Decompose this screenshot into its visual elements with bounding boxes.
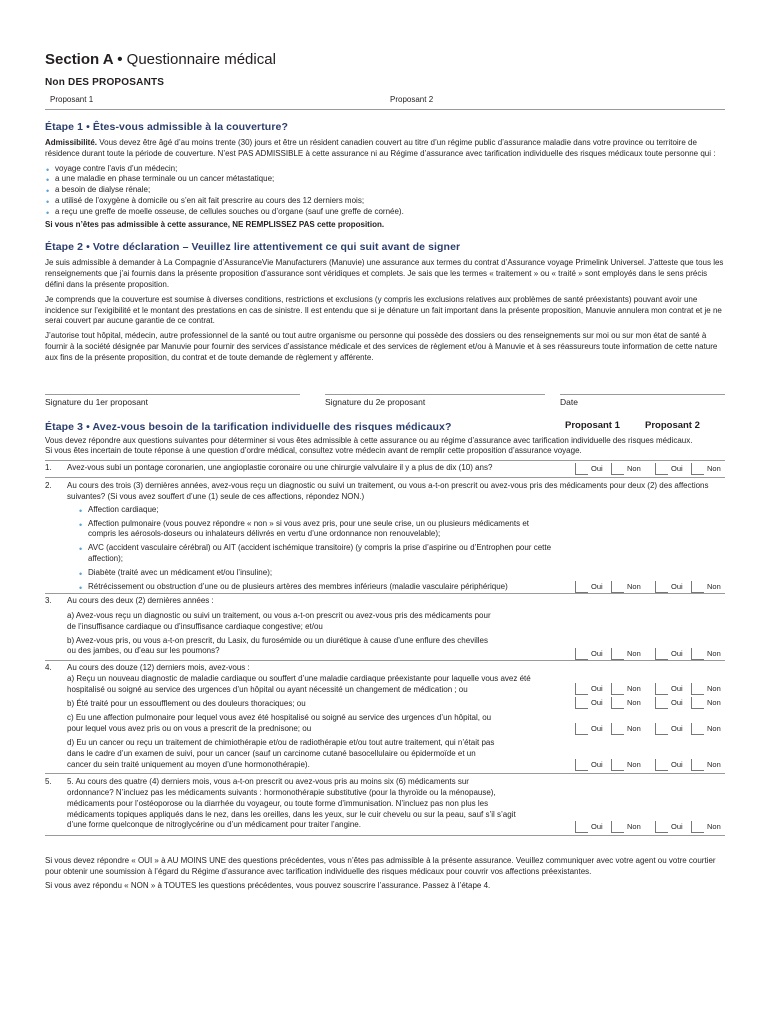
checkbox-p1-non[interactable] xyxy=(611,683,624,695)
checkbox-p1-non[interactable] xyxy=(611,821,624,833)
checkbox-p2-oui[interactable] xyxy=(655,759,668,771)
oui-label: Oui xyxy=(671,724,683,734)
oui-label: Oui xyxy=(591,760,603,770)
oui-label: Oui xyxy=(671,464,683,474)
checkbox-p1-non[interactable] xyxy=(611,697,624,709)
question-number: 4. xyxy=(45,663,52,673)
applicants-row xyxy=(45,95,725,109)
signature-2-field[interactable]: Signature du 2e proposant xyxy=(325,394,545,408)
checkbox-p2-non[interactable] xyxy=(691,821,704,833)
non-label: Non xyxy=(707,760,721,770)
applicant-2-label: Proposant 2 xyxy=(390,94,434,104)
step3-title: Étape 3 • Avez-vous besoin de la tarification individuelle des risques médicaux? xyxy=(45,420,452,433)
declaration-p3: J’autorise tout hôpital, médecin, autre professionnel de la santé ou tout autre organisme ou personne qui possède des dossiers ou des renseignements sur moi ou sur mon état de santé à fournir à la société désignée par Manuvie pour fournir des services d’assistance médicale et des services de règlement et/ou à Manuvie et à ses réassureurs toute information de cette nature aux fins de la présente proposition, du contrat et de toute demande de règlement y afférente. xyxy=(45,331,718,362)
step3-header xyxy=(45,420,725,434)
question-number: 3. xyxy=(45,596,52,606)
question-1 xyxy=(45,463,725,477)
oui-label: Oui xyxy=(671,582,683,592)
checkbox-p1-non[interactable] xyxy=(611,723,624,735)
checkbox-p2-oui[interactable] xyxy=(655,697,668,709)
divider xyxy=(45,835,725,836)
checkbox-p1-oui[interactable] xyxy=(575,463,588,475)
oui-label: Oui xyxy=(671,684,683,694)
list-item: • voyage contre l’avis d’un médecin; xyxy=(55,164,725,175)
question-5 xyxy=(45,777,725,835)
divider xyxy=(45,660,725,661)
section-heading: Questionnaire médical xyxy=(126,51,276,68)
non-label: Non xyxy=(707,464,721,474)
answer-row xyxy=(575,463,725,475)
oui-label: Oui xyxy=(591,724,603,734)
divider xyxy=(45,773,725,774)
checkbox-p1-non[interactable] xyxy=(611,463,624,475)
checkbox-p1-oui[interactable] xyxy=(575,648,588,660)
non-label: Non xyxy=(707,724,721,734)
form-page xyxy=(45,50,725,895)
signature-1-field[interactable]: Signature du 1er proposant xyxy=(45,394,300,408)
list-item: • a une maladie en phase terminale ou un cancer métastatique; xyxy=(55,174,725,185)
declaration-p1: Je suis admissible à demander à La Compagnie d’AssuranceVie Manufacturers (Manuvie) une assurance aux termes du contrat d’Assurance voyage Primelink Universel. J’atteste que tous les renseignements que j’ai fournis dans la présente proposition d’assurance sont véridiques et complets. Je sais que les termes « traitement » ou « traité » sont employés dans le sens précis défini dans la présente proposition. xyxy=(45,258,724,290)
step1-closing: Si vous n’êtes pas admissible à cette assurance, NE REMPLISSEZ PAS cette proposition. xyxy=(45,219,385,229)
checkbox-p2-oui[interactable] xyxy=(655,821,668,833)
oui-label: Oui xyxy=(671,822,683,832)
checkbox-p1-oui[interactable] xyxy=(575,697,588,709)
checkbox-p1-oui[interactable] xyxy=(575,581,588,593)
oui-label: Oui xyxy=(671,649,683,659)
answer-row-4a xyxy=(575,683,725,695)
non-label: Non xyxy=(627,582,641,592)
answer-row xyxy=(575,821,725,833)
checkbox-p1-non[interactable] xyxy=(611,648,624,660)
step3-intro-1: Vous devez répondre aux questions suivantes pour déterminer si vous êtes admissible à cette assurance ou au régime d’assurance avec tarification individuelle des risques médicaux. xyxy=(45,435,693,445)
non-label: Non xyxy=(707,822,721,832)
oui-label: Oui xyxy=(671,760,683,770)
date-field[interactable]: Date xyxy=(560,394,725,408)
list-item: • a besoin de dialyse rénale; xyxy=(55,185,725,196)
eligibility-text: Vous devez être âgé d’au moins trente (30) jours et être un résident canadien couvert au titre d’un régime public d’assurance maladie dans votre province ou territoire de résidence durant toute la période de couverture. N’est PAS ADMISSIBLE à cette assurance ni au Régime d’assurance avec tarification individuelle des risques médicaux toute personne qui : xyxy=(45,137,716,158)
question-4c: c) Eu une affection pulmonaire pour lequel vous avez été hospitalisé ou soigné au service des urgences d’un hôpital, ou pour lequel vous avez pris ou on vous a prescrit de la prednisone; ou xyxy=(67,713,492,734)
declaration-p2: Je comprends que la couverture est soumise à diverses conditions, restrictions et exclusions (y compris les exclusions relatives aux problèmes de santé préexistants) pouvant avoir une incidence sur l’exigibilité et le montant des prestations en cas de sinistre. Il est entendu que si je dénature un fait important dans la présente proposition, Manuvie annulera mon contrat et je ne serai couvert par aucune garantie de ce contrat. xyxy=(45,294,722,326)
footer-notes xyxy=(45,856,725,891)
question-number: 1. xyxy=(45,463,52,473)
oui-label: Oui xyxy=(591,822,603,832)
question-3 xyxy=(45,596,725,660)
checkbox-p2-oui[interactable] xyxy=(655,648,668,660)
question-4 xyxy=(45,663,725,773)
checkbox-p1-oui[interactable] xyxy=(575,821,588,833)
oui-label: Oui xyxy=(591,464,603,474)
non-label: Non xyxy=(627,649,641,659)
question-number: 2. xyxy=(45,481,52,491)
answer-row-4b xyxy=(575,697,725,709)
checkbox-p1-oui[interactable] xyxy=(575,759,588,771)
checkbox-p2-oui[interactable] xyxy=(655,683,668,695)
oui-label: Oui xyxy=(671,698,683,708)
oui-label: Oui xyxy=(591,698,603,708)
checkbox-p2-non[interactable] xyxy=(691,683,704,695)
checkbox-p2-non[interactable] xyxy=(691,697,704,709)
column-applicant-2: Proposant 2 xyxy=(645,419,700,431)
list-item: • Diabète (traité avec un médicament et/ou l’insuline); xyxy=(88,568,558,579)
section-label: Section A • xyxy=(45,51,123,68)
subtitle: Non DES PROPOSANTS xyxy=(45,77,165,89)
non-label: Non xyxy=(707,684,721,694)
step1-text xyxy=(45,138,725,160)
question-text: Au cours des deux (2) dernières années : xyxy=(67,596,214,606)
list-item: • AVC (accident vasculaire cérébral) ou AIT (accident ischémique transitoire) (y compris la prise d’aspirine ou d’Entrophen pour cette affection); xyxy=(88,543,558,565)
answer-row-4d xyxy=(575,759,725,771)
list-item: • Rétrécissement ou obstruction d’une ou de plusieurs artères des membres inférieurs (maladie vasculaire périphérique) xyxy=(88,582,558,593)
checkbox-p2-oui[interactable] xyxy=(655,463,668,475)
non-label: Non xyxy=(627,464,641,474)
question-text: 5. Au cours des quatre (4) derniers mois, vous a-t-on prescrit ou avez-vous pris au moins six (6) médicaments sur ordonnance? N’incluez pas les médicaments suivants : hormonothérapie substitutive (pour la thyroïde ou la ménopause), médicaments pour l’ostéoporose ou la diarrhée du voyageur, ou toute forme d’immunisation. N’incluez pas non plus les médicaments topiques appliqués dans le nez, dans les oreilles, dans les yeux, sur le cuir chevelu ou sur la peau, sauf s’il s’agit d’une forme quelconque de nitroglycérine ou d’un médicament pour traiter l’angine. xyxy=(67,777,516,830)
question-text: Au cours des douze (12) derniers mois, avez-vous : xyxy=(67,663,250,673)
list-item: • a utilisé de l’oxygène à domicile ou s’en ait fait prescrire au cours des 12 derniers mois; xyxy=(55,196,725,207)
non-label: Non xyxy=(627,684,641,694)
checkbox-p1-non[interactable] xyxy=(611,759,624,771)
non-label: Non xyxy=(707,582,721,592)
non-label: Non xyxy=(627,822,641,832)
oui-label: Oui xyxy=(591,649,603,659)
question-3a: a) Avez-vous reçu un diagnostic ou suivi un traitement, ou vous a-t-on prescrit ou avez-vous pris des médicaments pour de l’insuffisance cardiaque ou d’insuffisance cardiaque congestive; et/ou xyxy=(67,611,491,631)
applicant-1-label: Proposant 1 xyxy=(50,94,94,104)
question-text: Au cours des trois (3) dernières années, avez-vous reçu un diagnostic ou suivi un traitement, ou vous a-t-on prescrit ou avez-vous pris des médicaments pour deux (2) des affections suivantes? (Si vous avez souffert d’une (1) seule de ces affections, répondez NON.) xyxy=(67,481,709,502)
oui-label: Oui xyxy=(591,582,603,592)
checkbox-p2-non[interactable] xyxy=(691,759,704,771)
divider xyxy=(45,593,725,594)
checkbox-p1-oui[interactable] xyxy=(575,723,588,735)
footer-note-2: Si vous avez répondu « NON » à TOUTES les questions précédentes, vous pouvez souscrire l’assurance. Passez à l’étape 4. xyxy=(45,880,491,890)
question-4b: b) Été traité pour un essoufflement ou des douleurs thoraciques; ou xyxy=(67,698,306,708)
eligibility-label: Admissibilité. xyxy=(45,137,98,147)
non-label: Non xyxy=(627,698,641,708)
checkbox-p1-oui[interactable] xyxy=(575,683,588,695)
question-number: 5. xyxy=(45,777,52,787)
answer-row xyxy=(575,648,725,660)
checkbox-p2-oui[interactable] xyxy=(655,723,668,735)
checkbox-p2-non[interactable] xyxy=(691,648,704,660)
step1-title: Étape 1 • Êtes-vous admissible à la couverture? xyxy=(45,120,288,133)
checkbox-p2-non[interactable] xyxy=(691,581,704,593)
signature-row xyxy=(45,394,725,412)
step3-intro-2: Si vous êtes incertain de toute réponse à une question d’ordre médical, consultez votre médecin avant de remplir cette proposition d’assurance voyage. xyxy=(45,446,582,456)
question-4d: d) Eu un cancer ou reçu un traitement de chimiothérapie et/ou de radiothérapie et/ou tout autre traitement, qui n’était pas dans le cadre d’un examen de suivi, pour un cancer (sauf un carcinome cutané basocellulaire ou épidermoïde et un cancer du sein traité uniquement au moyen d’une hormonothérapie). xyxy=(67,738,495,769)
non-label: Non xyxy=(627,724,641,734)
checkbox-p1-non[interactable] xyxy=(611,581,624,593)
oui-label: Oui xyxy=(591,684,603,694)
non-label: Non xyxy=(707,698,721,708)
question-3b: b) Avez-vous pris, ou vous a-t-on prescrit, du Lasix, du furosémide ou un diurétique à cause d’une enflure des chevilles ou des jambes, ou d’eau sur les poumons? xyxy=(67,635,488,656)
conditions-list xyxy=(78,505,558,593)
footer-note-1: Si vous devez répondre « OUI » à AU MOINS UNE des questions précédentes, vous n’êtes pas admissible à la présente assurance. Veuillez communiquer avec votre agent ou votre courtier pour obtenir une soumission à l’égard du Régime d’assurance avec tarification individuelle des risques médicaux pour couvrir vos affections préexistantes. xyxy=(45,856,716,877)
non-label: Non xyxy=(707,649,721,659)
divider xyxy=(45,477,725,478)
section-title xyxy=(45,50,725,70)
question-text: Avez-vous subi un pontage coronarien, une angioplastie coronaire ou une chirurgie valvulaire il y a plus de dix (10) ans? xyxy=(67,463,493,473)
checkbox-p2-non[interactable] xyxy=(691,723,704,735)
checkbox-p2-oui[interactable] xyxy=(655,581,668,593)
ineligible-list xyxy=(45,164,725,218)
question-4a: a) Reçu un nouveau diagnostic de maladie cardiaque ou souffert d’une maladie cardiaque préexistante pour laquelle vous avez été hospitalisé ou soigné au service des urgences d’un hôpital ou ayant nécessité un changement de médication ; ou xyxy=(67,674,531,694)
divider xyxy=(45,109,725,110)
answer-row-4c xyxy=(575,723,725,735)
question-2 xyxy=(45,481,725,593)
list-item: • a reçu une greffe de moelle osseuse, de cellules souches ou d’organe (sauf une greffe de cornée). xyxy=(55,207,725,218)
list-item: • Affection cardiaque; xyxy=(88,505,558,516)
divider xyxy=(45,460,725,461)
step2-title: Étape 2 • Votre déclaration – Veuillez lire attentivement ce qui suit avant de signer xyxy=(45,241,461,254)
non-label: Non xyxy=(627,760,641,770)
checkbox-p2-non[interactable] xyxy=(691,463,704,475)
column-applicant-1: Proposant 1 xyxy=(565,419,620,431)
answer-row xyxy=(575,581,725,593)
list-item: • Affection pulmonaire (vous pouvez répondre « non » si vous avez pris, pour une seule crise, un ou plusieurs médicaments et compris les aérosols-doseurs ou inhalateurs délivrés en vertu d’une ordonnance non renouvelable); xyxy=(88,519,558,541)
